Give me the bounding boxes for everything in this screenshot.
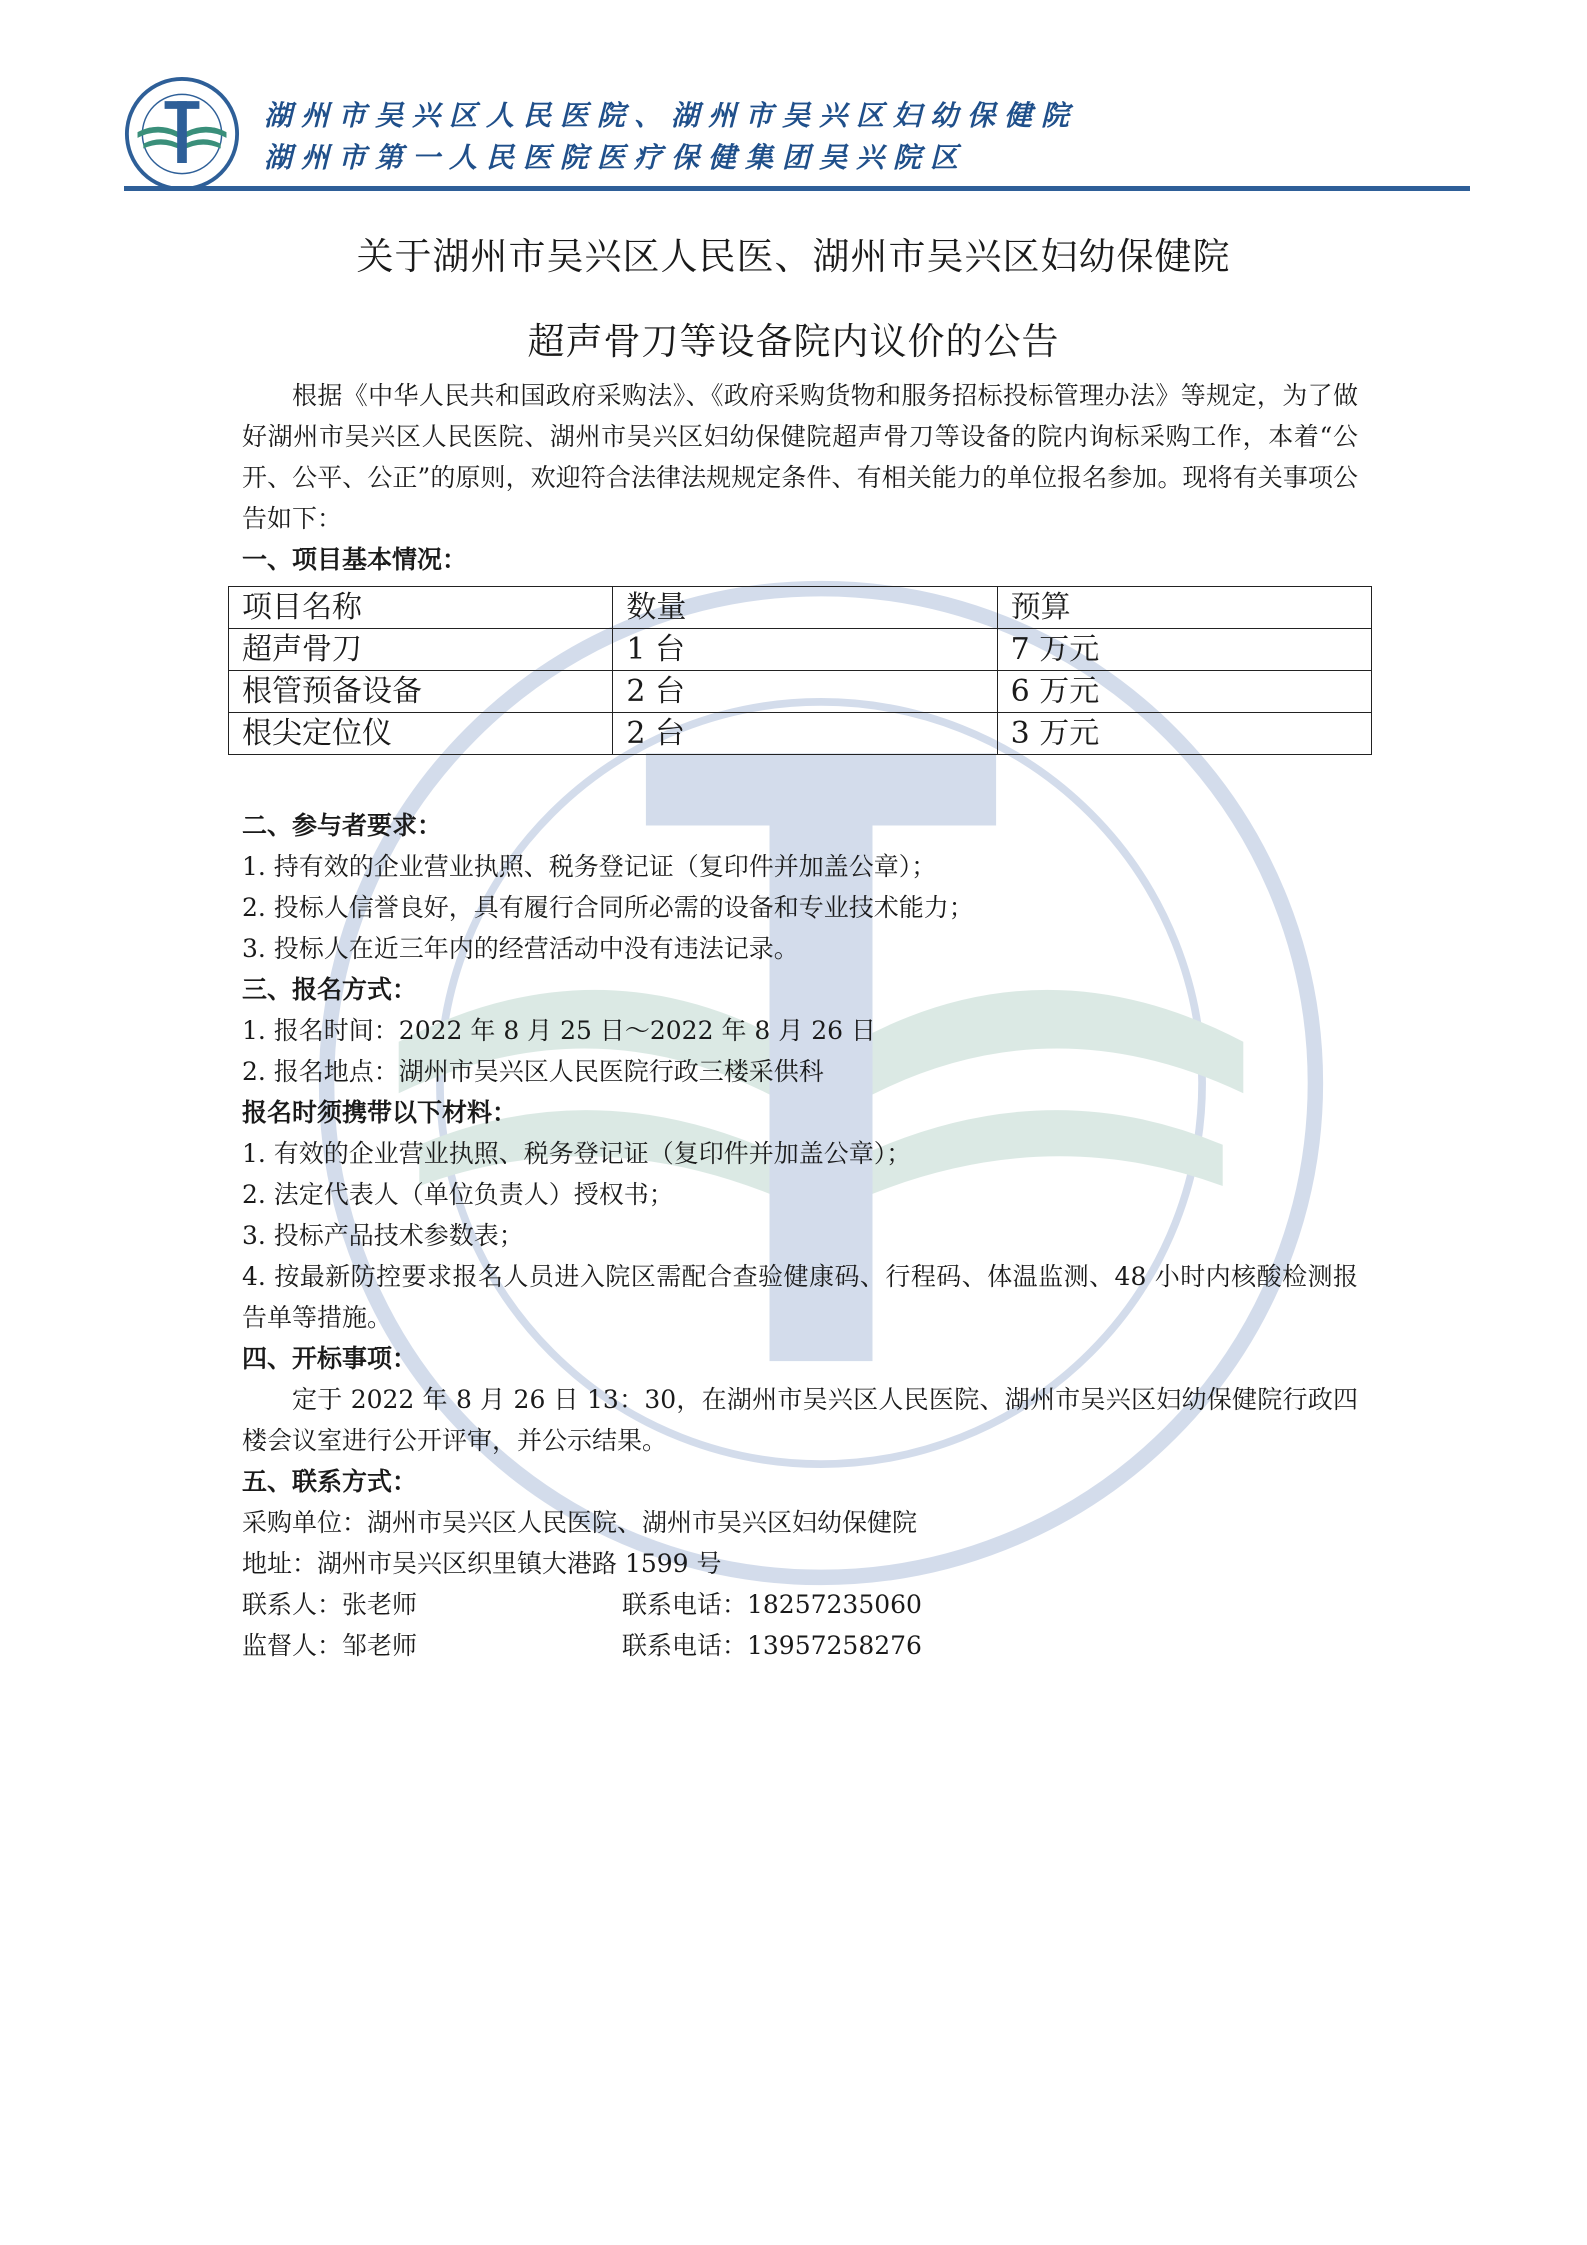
table-header-cell: 项目名称 (229, 587, 613, 629)
table-row (229, 713, 1372, 755)
table-cell: 7 万元 (997, 629, 1371, 671)
table-header-cell: 数量 (613, 587, 997, 629)
notice-title-line-1: 关于湖州市吴兴区人民医、湖州市吴兴区妇幼保健院 (356, 235, 1231, 278)
header-line-2: 湖州市第一人民医院医疗保健集团吴兴院区 (264, 141, 968, 174)
supervisor-phone: 联系电话：13957258276 (622, 1631, 922, 1660)
table-cell: 1 台 (613, 629, 997, 671)
list-item: 1. 持有效的企业营业执照、税务登记证（复印件并加盖公章）； (242, 852, 937, 881)
table-cell: 根管预备设备 (229, 671, 613, 713)
table-cell: 根尖定位仪 (229, 713, 613, 755)
section3-heading: 三、报名方式： (242, 975, 418, 1004)
contact-person: 联系人：张老师 (242, 1590, 418, 1619)
table-cell: 6 万元 (997, 671, 1371, 713)
section4-heading: 四、开标事项： (242, 1344, 418, 1373)
notice-title-line-2: 超声骨刀等设备院内议价的公告 (527, 320, 1060, 363)
section4-text: 定于 2022 年 8 月 26 日 13：30，在湖州市吴兴区人民医院、湖州市吴兴区妇幼保健院行政四楼会议室进行公开评审，并公示结果。 (242, 1385, 1358, 1455)
hospital-logo (124, 76, 240, 192)
notice-body (242, 375, 1358, 580)
section1-heading: 一、项目基本情况： (242, 545, 468, 574)
list-item: 4. 按最新防控要求报名人员进入院区需配合查验健康码、行程码、体温监测、48 小时内核酸检测报告单等措施。 (242, 1262, 1358, 1332)
table-cell: 3 万元 (997, 713, 1371, 755)
table-cell: 2 台 (613, 671, 997, 713)
table-cell: 超声骨刀 (229, 629, 613, 671)
table-header-cell: 预算 (997, 587, 1371, 629)
list-item: 3. 投标产品技术参数表； (242, 1221, 524, 1250)
contact-phone: 联系电话：18257235060 (622, 1590, 922, 1619)
supervisor: 监督人：邹老师 (242, 1631, 418, 1660)
list-item: 1. 有效的企业营业执照、税务登记证（复印件并加盖公章）； (242, 1139, 912, 1168)
table-cell: 2 台 (613, 713, 997, 755)
header-line-1: 湖州市吴兴区人民医院、湖州市吴兴区妇幼保健院 (264, 99, 1079, 132)
contact-row (242, 1584, 1358, 1625)
header-divider (124, 186, 1470, 191)
materials-heading: 报名时须携带以下材料： (242, 1098, 518, 1127)
list-item: 1. 报名时间：2022 年 8 月 25 日～2022 年 8 月 26 日 (242, 1016, 876, 1045)
table-row (229, 671, 1372, 713)
items-table (228, 586, 1372, 755)
list-item: 2. 法定代表人（单位负责人）授权书； (242, 1180, 674, 1209)
table-row (229, 629, 1372, 671)
list-item: 3. 投标人在近三年内的经营活动中没有违法记录。 (242, 934, 799, 963)
table-header-row (229, 587, 1372, 629)
address: 地址：湖州市吴兴区织里镇大港路 1599 号 (242, 1549, 722, 1578)
purchasing-unit: 采购单位：湖州市吴兴区人民医院、湖州市吴兴区妇幼保健院 (242, 1508, 918, 1537)
notice-sections (242, 805, 1358, 1666)
intro-paragraph: 根据《中华人民共和国政府采购法》、《政府采购货物和服务招标投标管理办法》等规定，为了做好湖州市吴兴区人民医院、湖州市吴兴区妇幼保健院超声骨刀等设备的院内询标采购工作，本着“公开、公平、公正”的原则，欢迎符合法律法规规定条件、有相关能力的单位报名参加。现将有关事项公告如下： (242, 381, 1358, 533)
list-item: 2. 报名地点：湖州市吴兴区人民医院行政三楼采供科 (242, 1057, 824, 1086)
items-table-wrap (242, 586, 1358, 755)
section5-heading: 五、联系方式： (242, 1467, 418, 1496)
section2-heading: 二、参与者要求： (242, 811, 443, 840)
supervisor-row (242, 1625, 1358, 1666)
list-item: 2. 投标人信誉良好，具有履行合同所必需的设备和专业技术能力； (242, 893, 974, 922)
